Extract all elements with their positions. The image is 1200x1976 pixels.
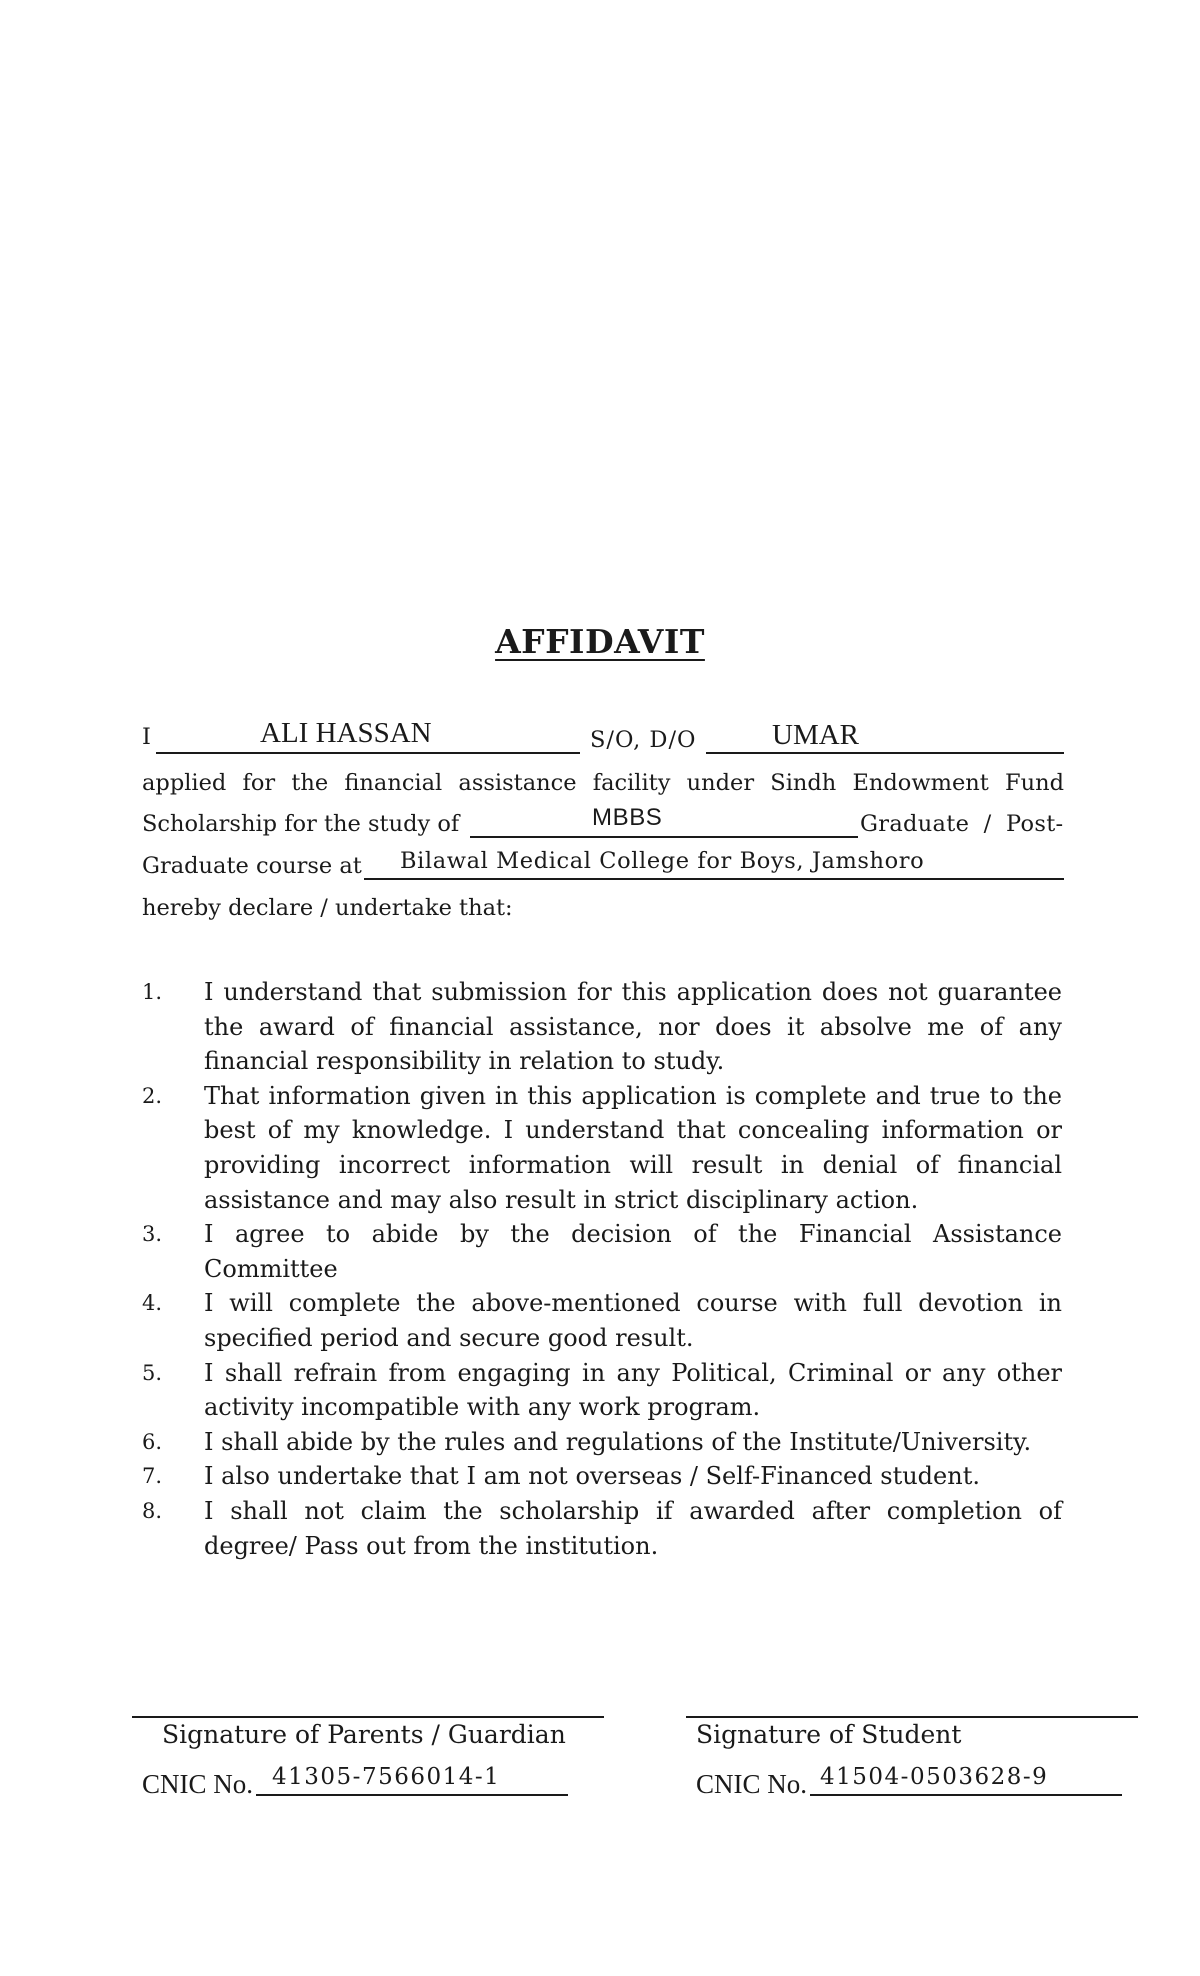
intro-line-3-prefix: Scholarship for the study of xyxy=(142,811,460,837)
intro-line-2: applied for the financial assistance facility under Sindh Endowment Fund xyxy=(142,770,1064,796)
parent-cnic-label: CNIC No. xyxy=(142,1769,254,1799)
document-title: AFFIDAVIT xyxy=(495,622,705,661)
student-cnic-label: CNIC No. xyxy=(696,1769,808,1799)
declaration-item: 8. I shall not claim the scholarship if awarded after completion of degree/ Pass out from the institution. xyxy=(142,1496,1062,1560)
parent-signature-line xyxy=(132,1716,604,1718)
declaration-item: 3. I agree to abide by the decision of the Financial Assistance Committee xyxy=(142,1220,1062,1283)
declarations-list xyxy=(142,975,1062,1563)
student-signature-line xyxy=(686,1716,1138,1718)
relation-label: S/O, D/O xyxy=(590,727,697,753)
intro-prefix: I xyxy=(142,724,151,750)
intro-line-4-prefix: Graduate course at xyxy=(142,853,362,879)
parent-cnic-value: 41305-7566014-1 xyxy=(272,1764,501,1790)
program-value: MBBS xyxy=(592,804,663,831)
intro-line-3-suffix: Graduate / Post- xyxy=(860,811,1064,837)
institution-value: Bilawal Medical College for Boys, Jamshoro xyxy=(400,848,925,874)
declaration-item: 1. I understand that submission for this application does not guarantee the award of financial assistance, nor does it absolve me of any financial responsibility in relation to study. xyxy=(142,978,1062,1076)
parent-name-field xyxy=(706,719,1064,754)
applicant-name: ALI HASSAN xyxy=(260,717,432,749)
student-signature-label: Signature of Student xyxy=(696,1720,962,1749)
program-field xyxy=(470,806,858,838)
intro-line-5: hereby declare / undertake that: xyxy=(142,895,513,921)
student-cnic-value: 41504-0503628-9 xyxy=(820,1764,1049,1790)
parent-name: UMAR xyxy=(772,719,860,751)
declaration-item: 6. I shall abide by the rules and regulations of the Institute/University. xyxy=(142,1427,1032,1456)
declaration-item: 5. I shall refrain from engaging in any Political, Criminal or any other activity incompatible with any work program. xyxy=(142,1358,1062,1422)
declaration-item: 4. I will complete the above-mentioned course with full devotion in specified period and secure good result. xyxy=(142,1289,1062,1352)
declaration-item: 7. I also undertake that I am not overseas / Self-Financed student. xyxy=(142,1462,980,1491)
declaration-item: 2. That information given in this application is complete and true to the best of my knowledge. I understand that concealing information or providing incorrect information will result in denial of financial assistance and may also result in strict disciplinary action. xyxy=(142,1081,1062,1214)
parent-signature-label: Signature of Parents / Guardian xyxy=(162,1720,566,1749)
